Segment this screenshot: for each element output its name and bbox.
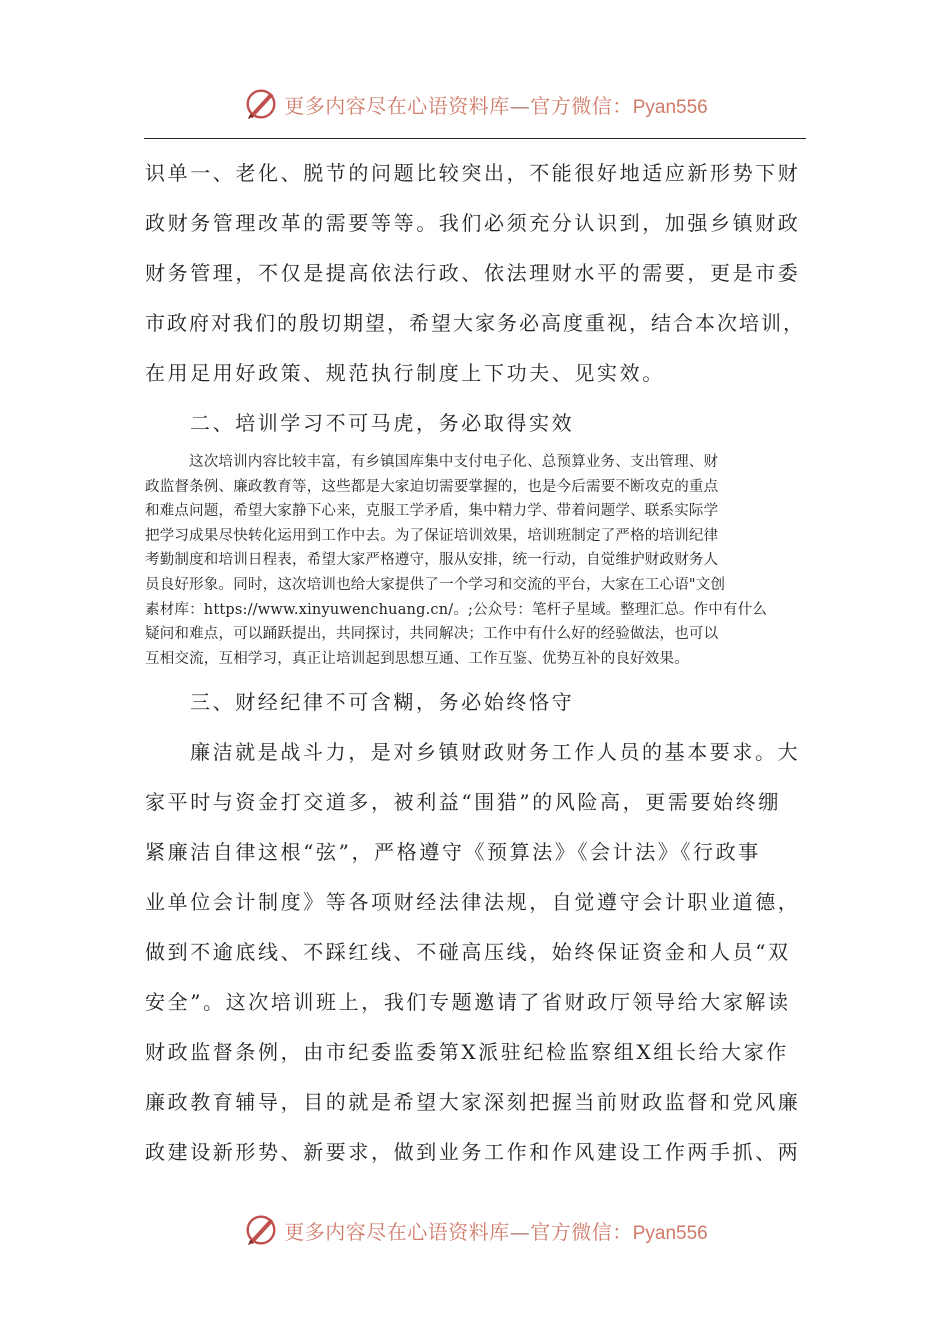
text-line: 业单位会计制度》等各项财经法律法规，自觉遵守会计职业道德， (145, 890, 801, 915)
text-line: 财政监督条例，由市纪委监委第X派驻纪检监察组X组长给大家作 (145, 1040, 789, 1065)
text-line: 互相交流，互相学习，真正让培训起到思想互通、工作互鉴、优势互补的良好效果。 (145, 650, 689, 667)
text-line: 在用足用好政策、规范执行制度上下功夫、见实效。 (145, 361, 665, 385)
text-line: 员良好形象。同时，这次培训也给大家提供了一个学习和交流的平台，大家在工心语"文创 (145, 576, 726, 593)
text-line: 和难点问题，希望大家静下心来，克服工学矛盾，集中精力学、带着问题学、联系实际学 (145, 503, 719, 520)
header-rule (144, 138, 806, 139)
paragraph-bottom (145, 727, 810, 1177)
pen-logo-icon (242, 85, 280, 123)
text-line: 识单一、老化、脱节的问题比较突出，不能很好地适应新形势下财 (145, 161, 801, 185)
paragraph-top (145, 148, 810, 398)
text-line: 考勤制度和培训日程表，希望大家严格遵守，服从安排，统一行动，自觉维护财政财务人 (145, 552, 719, 569)
banner-text: 更多内容尽在心语资料库—官方微信：Pyan556 (284, 1219, 708, 1244)
text-line: 素材库：https://www.xinyuwenchuang.cn/。;公众号：笔杆子星域。整理汇总。作中有什么 (145, 601, 768, 618)
pen-logo-icon (242, 1211, 280, 1249)
section-heading-2: 二、培训学习不可马虎，务必取得实效 (190, 411, 575, 435)
text-line: 紧廉洁自律这根“弦”，严格遵守《预算法》《会计法》《行政事 (145, 840, 761, 865)
document-body (145, 148, 810, 1177)
text-line: 把学习成果尽快转化运用到工作中去。为了保证培训效果，培训班制定了严格的培训纪律 (145, 527, 719, 544)
footer-banner (0, 1210, 950, 1250)
text-line: 财务管理，不仅是提高依法行政、依法理财水平的需要，更是市委 (145, 261, 801, 285)
text-line: 安全”。这次培训班上，我们专题邀请了省财政厅领导给大家解读 (145, 990, 791, 1015)
text-line: 这次培训内容比较丰富，有乡镇国库集中支付电子化、总预算业务、支出管理、财 (189, 454, 719, 470)
text-line: 政监督条例、廉政教育等，这些都是大家迫切需要掌握的，也是今后需要不断攻克的重点 (145, 478, 719, 495)
text-line: 家平时与资金打交道多，被利益“围猎”的风险高，更需要始终绷 (145, 790, 781, 815)
text-line: 政建设新形势、新要求，做到业务工作和作风建设工作两手抓、两 (145, 1140, 801, 1165)
text-line: 廉洁就是战斗力，是对乡镇财政财务工作人员的基本要求。大 (190, 740, 801, 765)
text-line: 政财务管理改革的需要等等。我们必须充分认识到，加强乡镇财政 (145, 211, 801, 235)
text-line: 廉政教育辅导，目的就是希望大家深刻把握当前财政监督和党风廉 (145, 1090, 801, 1115)
text-line: 疑问和难点，可以踊跃提出，共同探讨，共同解决；工作中有什么好的经验做法，也可以 (145, 626, 719, 643)
paragraph-small (145, 450, 810, 671)
banner-text: 更多内容尽在心语资料库—官方微信：Pyan556 (284, 93, 708, 118)
text-line: 做到不逾底线、不踩红线、不碰高压线，始终保证资金和人员“双 (145, 940, 791, 965)
header-banner (0, 84, 950, 124)
text-line: 市政府对我们的殷切期望，希望大家务必高度重视，结合本次培训， (145, 311, 805, 335)
section-heading-3: 三、财经纪律不可含糊，务必始终恪守 (190, 690, 575, 715)
